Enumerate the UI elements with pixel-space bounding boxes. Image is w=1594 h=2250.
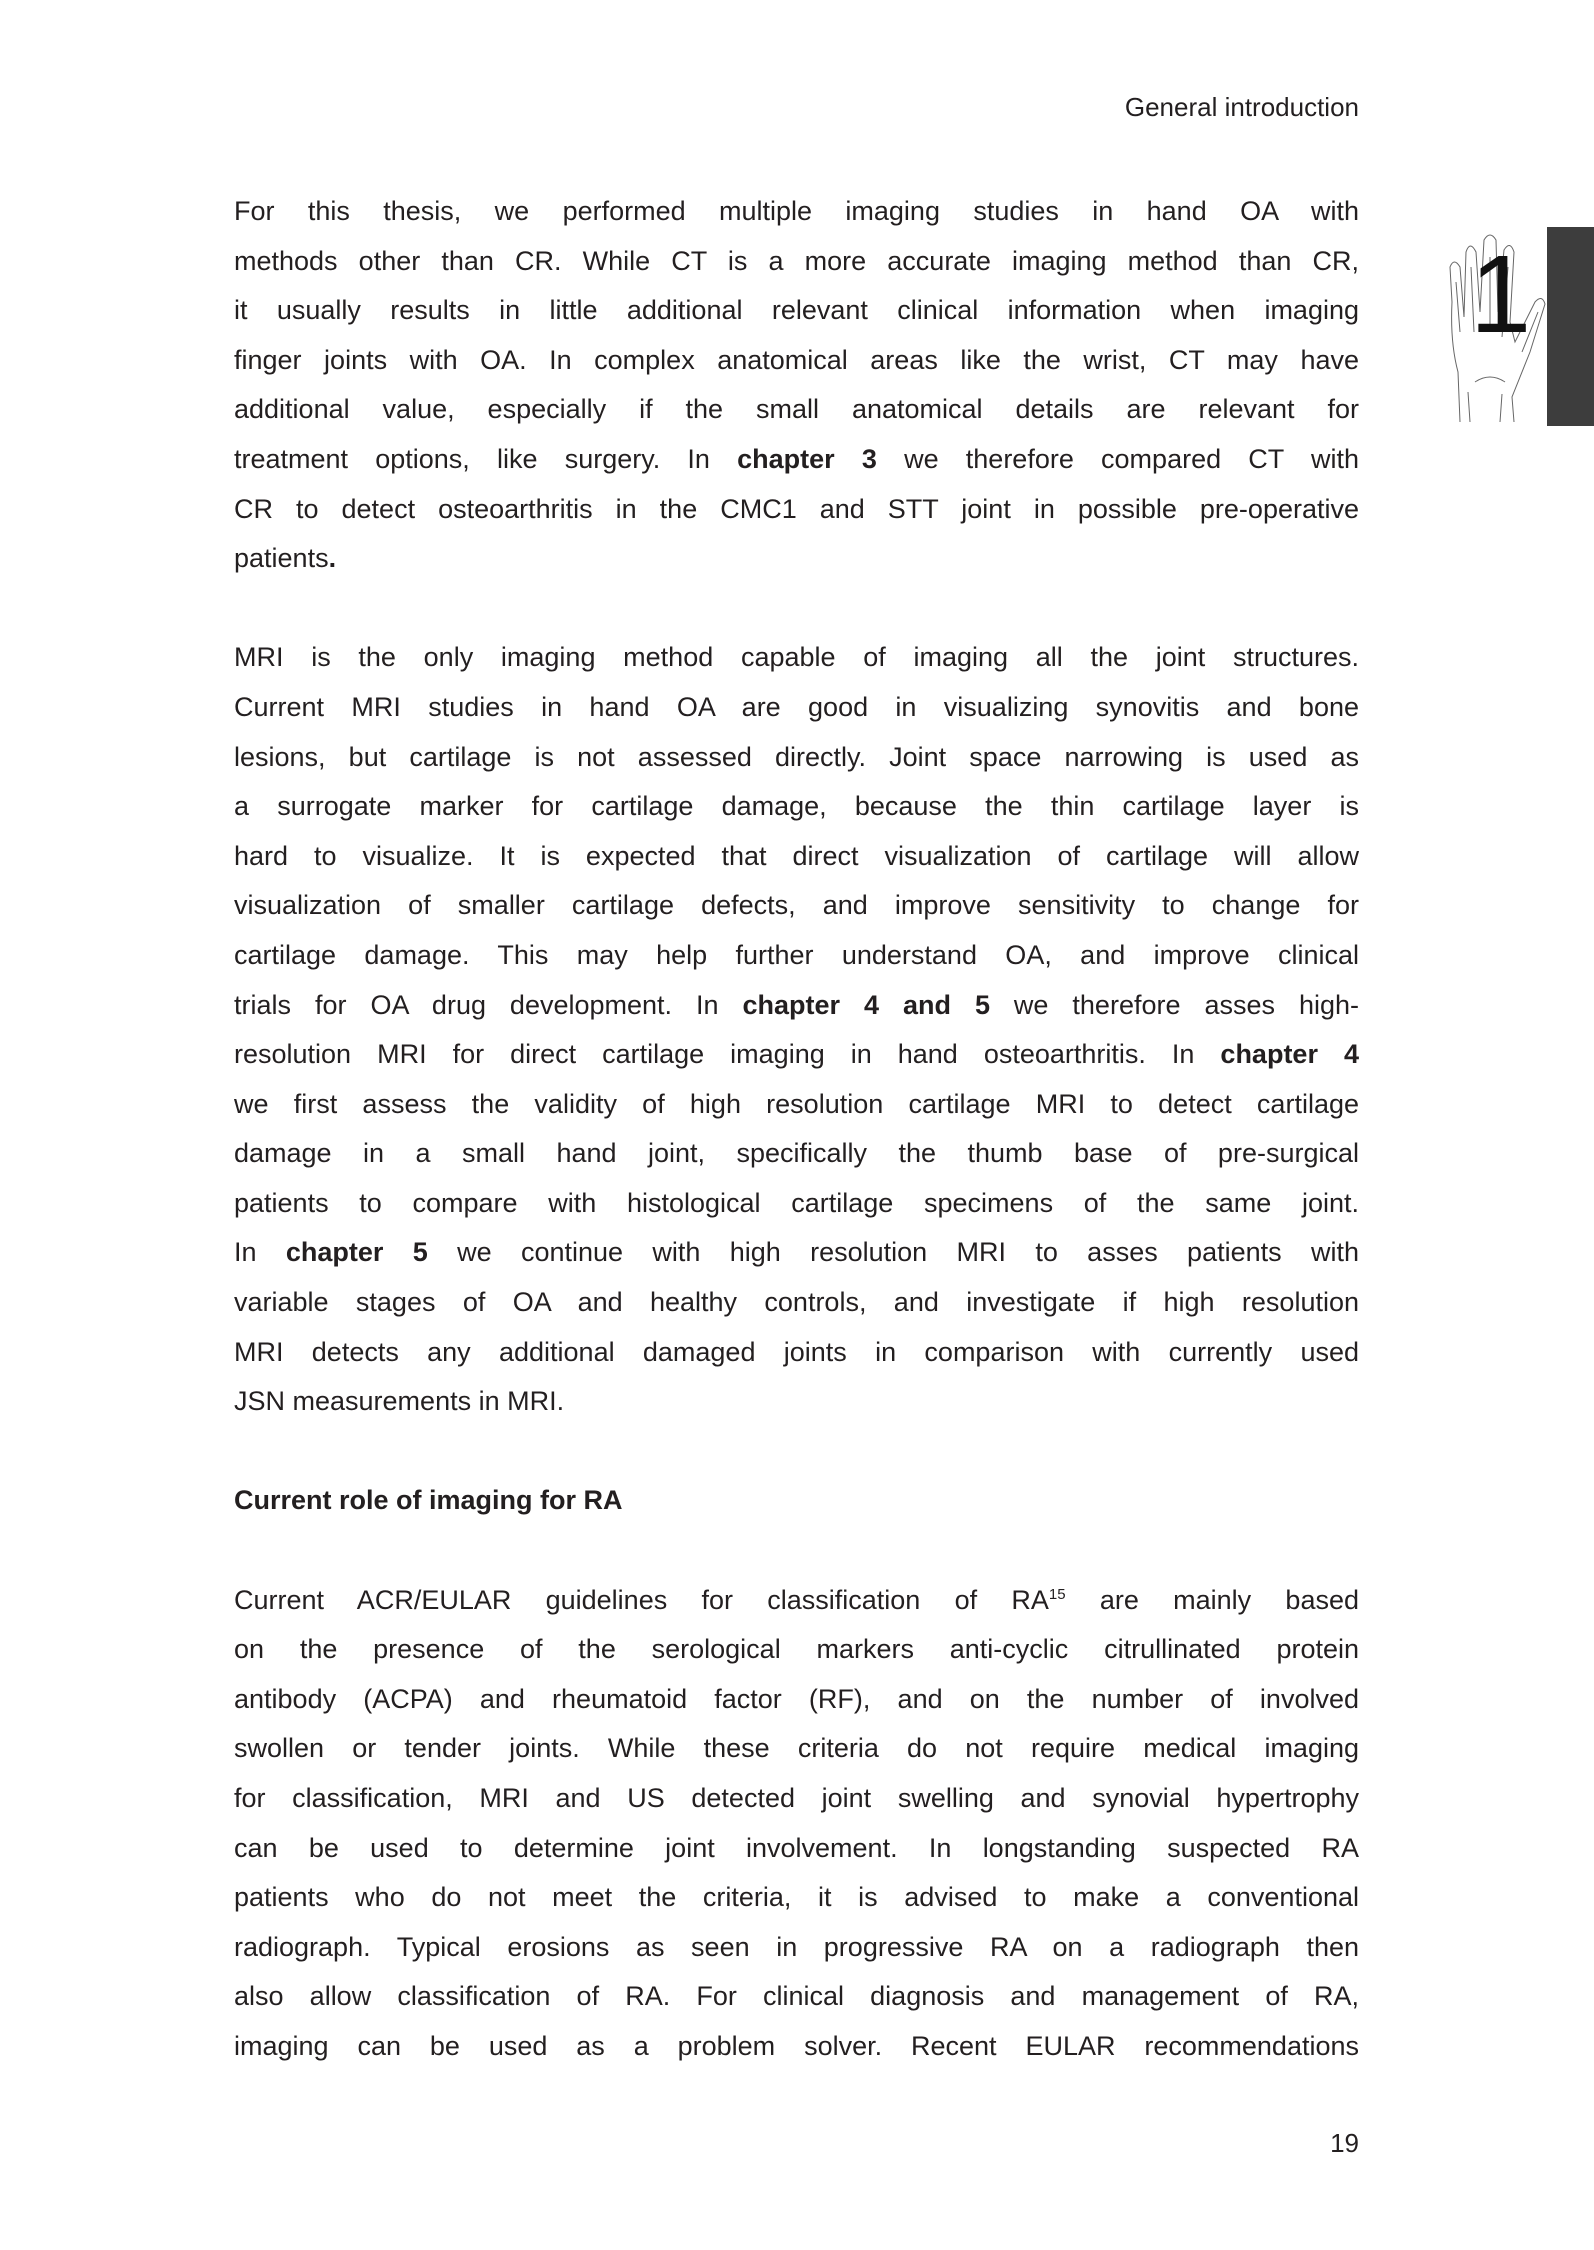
text-segment: we continue with high resolution MRI to asses patients with <box>427 1237 1359 1268</box>
text-line <box>234 485 1359 535</box>
text-line <box>234 1179 1359 1229</box>
chapter-thumb-tab <box>1547 227 1594 426</box>
text-line <box>234 633 1359 683</box>
text-segment: variable stages of OA and healthy controls, and investigate if high resolution <box>234 1287 1359 1318</box>
text-segment: visualization of smaller cartilage defects, and improve sensitivity to change for <box>234 890 1359 921</box>
text-segment: In <box>234 1237 286 1268</box>
paragraph-gap <box>234 584 1359 634</box>
text-line <box>234 683 1359 733</box>
paragraph <box>234 1576 1359 2072</box>
text-line <box>234 1675 1359 1725</box>
text-segment: methods other than CR. While CT is a more accurate imaging method than CR, <box>234 245 1359 276</box>
paragraph <box>234 633 1359 1427</box>
section-heading <box>234 1476 1359 1526</box>
bold-text: Current role of imaging for RA <box>234 1485 623 1516</box>
text-segment: Current MRI studies in hand OA are good in visualizing synovitis and bone <box>234 691 1359 722</box>
text-segment: imaging can be used as a problem solver. Recent EULAR recommendations <box>234 2030 1359 2061</box>
text-segment: patients <box>234 543 329 574</box>
text-line <box>234 1377 1359 1427</box>
text-segment: treatment options, like surgery. In <box>234 443 738 474</box>
text-segment: antibody (ACPA) and rheumatoid factor (RF), and on the number of involved <box>234 1683 1359 1714</box>
body-text <box>234 187 1359 2072</box>
chapter-number: 1 <box>1470 233 1532 356</box>
text-segment: patients to compare with histological cartilage specimens of the same joint. <box>234 1187 1359 1218</box>
text-line <box>234 1228 1359 1278</box>
bold-text: chapter 3 <box>737 443 877 474</box>
page-number: 19 <box>1330 2128 1359 2158</box>
text-segment: we therefore asses high- <box>989 989 1359 1020</box>
text-segment: damage in a small hand joint, specifically the thumb base of pre-surgical <box>234 1138 1359 1169</box>
text-segment: we first assess the validity of high resolution cartilage MRI to detect cartilage <box>234 1088 1359 1119</box>
text-segment: swollen or tender joints. While these criteria do not require medical imaging <box>234 1733 1359 1764</box>
text-segment: finger joints with OA. In complex anatomical areas like the wrist, CT may have <box>234 344 1359 375</box>
text-line <box>234 336 1359 386</box>
text-line <box>234 237 1359 287</box>
text-line <box>234 1080 1359 1130</box>
text-line <box>234 1030 1359 1080</box>
bold-text: . <box>328 543 337 574</box>
text-segment: we therefore compared CT with <box>876 443 1360 474</box>
text-segment: patients who do not meet the criteria, it is advised to make a conventional <box>234 1882 1359 1913</box>
text-segment: MRI is the only imaging method capable of imaging all the joint structures. <box>234 642 1359 673</box>
text-segment: MRI detects any additional damaged joints in comparison with currently used <box>234 1336 1359 1367</box>
text-line <box>234 286 1359 336</box>
text-line <box>234 733 1359 783</box>
text-segment: for classification, MRI and US detected joint swelling and synovial hypertrophy <box>234 1783 1359 1813</box>
text-line <box>234 881 1359 931</box>
paragraph-gap <box>234 1526 1359 1576</box>
text-segment: cartilage damage. This may help further understand OA, and improve clinical <box>234 939 1359 970</box>
text-line <box>234 1328 1359 1378</box>
text-segment: a surrogate marker for cartilage damage, because the thin cartilage layer is <box>234 791 1359 822</box>
text-segment: lesions, but cartilage is not assessed directly. Joint space narrowing is used as <box>234 741 1359 772</box>
text-segment: JSN measurements in MRI. <box>234 1386 565 1417</box>
text-line <box>234 435 1359 485</box>
paragraph-gap <box>234 1427 1359 1477</box>
text-segment: can be used to determine joint involvement. In longstanding suspected RA <box>234 1832 1359 1863</box>
text-line <box>234 1476 1359 1526</box>
text-segment: CR to detect osteoarthritis in the CMC1 and STT joint in possible pre-operative <box>234 493 1359 524</box>
text-line <box>234 1576 1359 1626</box>
text-line <box>234 1129 1359 1179</box>
text-line <box>234 1873 1359 1923</box>
text-segment: For this thesis, we performed multiple imaging studies in hand OA with <box>234 196 1359 226</box>
text-segment: radiograph. Typical erosions as seen in progressive RA on a radiograph then <box>234 1931 1359 1962</box>
bold-text: chapter 4 and 5 <box>742 989 990 1020</box>
text-line <box>234 1923 1359 1973</box>
text-segment: are mainly based <box>1065 1584 1359 1615</box>
hand-xray-chapter-icon <box>1440 222 1550 427</box>
text-line <box>234 1824 1359 1874</box>
text-line <box>234 981 1359 1031</box>
text-segment: additional value, especially if the small anatomical details are relevant for <box>234 394 1359 425</box>
text-line <box>234 2022 1359 2072</box>
text-line <box>234 534 1359 584</box>
text-line <box>234 187 1359 237</box>
text-segment: it usually results in little additional relevant clinical information when imaging <box>234 295 1359 326</box>
text-segment: resolution MRI for direct cartilage imaging in hand osteoarthritis. In <box>234 1039 1221 1070</box>
text-line <box>234 1774 1359 1824</box>
text-line <box>234 1724 1359 1774</box>
paragraph <box>234 187 1359 584</box>
bold-text: chapter 4 <box>1220 1039 1359 1070</box>
text-line <box>234 1972 1359 2022</box>
bold-text: chapter 5 <box>285 1237 428 1268</box>
text-line <box>234 1278 1359 1328</box>
text-line <box>234 931 1359 981</box>
text-segment: also allow classification of RA. For clinical diagnosis and management of RA, <box>234 1981 1359 2012</box>
text-line <box>234 832 1359 882</box>
text-segment: trials for OA drug development. In <box>234 989 743 1020</box>
text-line <box>234 385 1359 435</box>
citation-superscript: 15 <box>1048 1585 1066 1603</box>
text-segment: Current ACR/EULAR guidelines for classification of RA <box>234 1584 1049 1615</box>
text-line <box>234 1625 1359 1675</box>
text-segment: on the presence of the serological markers anti-cyclic citrullinated protein <box>234 1634 1359 1665</box>
text-line <box>234 782 1359 832</box>
running-header: General introduction <box>1124 92 1359 122</box>
text-segment: hard to visualize. It is expected that direct visualization of cartilage will allow <box>234 840 1359 871</box>
